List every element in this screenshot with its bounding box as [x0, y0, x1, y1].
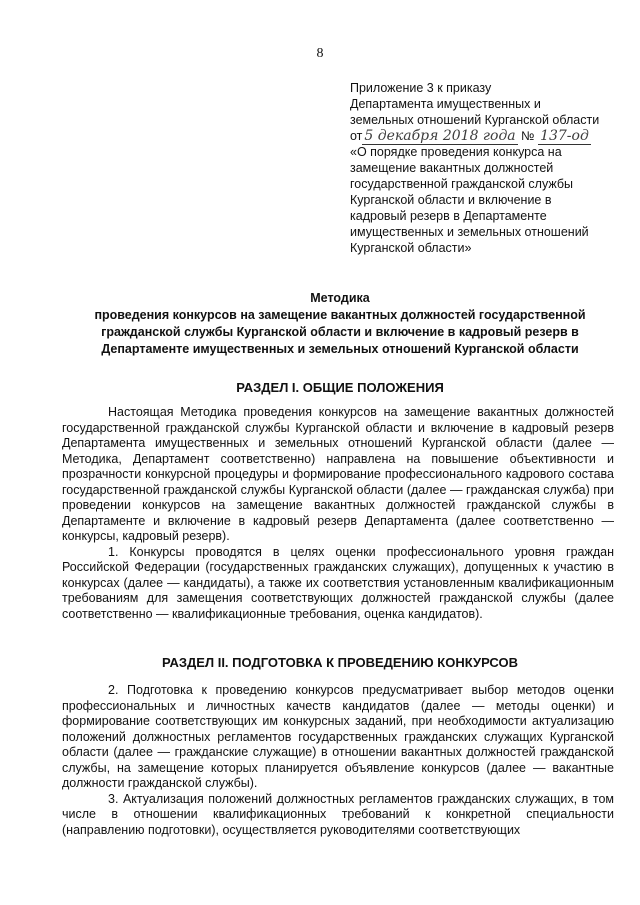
appendix-line: кадровый резерв в Департаменте: [350, 209, 547, 223]
handwritten-date: 5 декабря 2018 года: [364, 128, 516, 144]
appendix-date-line: [350, 128, 625, 144]
appendix-line: Департамента имущественных и: [350, 97, 541, 111]
section-2-heading: РАЗДЕЛ II. ПОДГОТОВКА К ПРОВЕДЕНИЮ КОНКУРСОВ: [161, 655, 518, 670]
appendix-line: земельных отношений Курганской области: [350, 113, 600, 127]
page-number: 8: [316, 46, 324, 61]
appendix-line: государственной гражданской службы: [350, 177, 573, 191]
title-line: Методика: [310, 291, 370, 305]
paragraph: 3. Актуализация положений должностных регламентов гражданских служащих, в том числе в отношении квалификационных требований к конкретной специальности (направлению подготовки), осуществляется руководителями соответствующих: [62, 791, 614, 837]
appendix-line: Курганской области»: [350, 241, 472, 255]
document-title: [60, 290, 620, 358]
section-2-body: [62, 683, 614, 838]
number-prefix: №: [521, 129, 535, 143]
title-line: проведения конкурсов на замещение вакантных должностей государственной: [94, 308, 586, 322]
appendix-block: [350, 80, 625, 256]
appendix-line: замещение вакантных должностей: [350, 161, 554, 175]
section-1-heading: РАЗДЕЛ I. ОБЩИЕ ПОЛОЖЕНИЯ: [236, 380, 444, 395]
paragraph: 2. Подготовка к проведению конкурсов предусматривает выбор методов оценки профессиональных и личностных качеств кандидатов (далее — методы оценки) и формирование соответствующих им конкурсных заданий, при необходимости актуализацию положений должностных регламентов государственных гражданских служащих Курганской области (далее — гражданские служащие) в отношении вакантных должностей гражданской службы, на замещение которых планируется объявление конкурсов (далее — вакантные должности гражданской службы).: [62, 683, 614, 790]
appendix-line: имущественных и земельных отношений: [350, 225, 589, 239]
appendix-line: «О порядке проведения конкурса на: [350, 145, 562, 159]
handwritten-number: 137-од: [540, 128, 589, 144]
appendix-line: Курганской области и включение в: [350, 193, 552, 207]
section-1-body: [62, 405, 614, 622]
paragraph: 1. Конкурсы проводятся в целях оценки профессионального уровня граждан Российской Федерации (государственных гражданских служащих), допущенных к участию в конкурсах (далее — кандидаты), а также их соответствия установленным квалификационным требованиям для замещения соответствующих должностей гражданской службы (далее соответственно — квалификационные требования, оценка кандидатов).: [62, 544, 614, 621]
title-line: Департаменте имущественных и земельных отношений Курганской области: [101, 342, 579, 356]
appendix-line: Приложение 3 к приказу: [350, 81, 492, 95]
date-prefix: от: [350, 129, 363, 143]
paragraph: Настоящая Методика проведения конкурсов на замещение вакантных должностей государственной гражданской службы Курганской области и включение в кадровый резерв Департамента имущественных и земельных отношений Курганской области (далее — Методика, Департамент соответственно) направлена на повышение объективности и прозрачности конкурсной процедуры и формирование профессионального кадрового состава государственной гражданской службы Курганской области (далее — гражданская служба) при проведении конкурсов на замещение вакантных должностей гражданской службы в Департаменте и включение в кадровый резерв Департамента (далее соответственно — конкурсы, кадровый резерв).: [62, 405, 614, 543]
title-line: гражданской службы Курганской области и включение в кадровый резерв в: [101, 325, 579, 339]
